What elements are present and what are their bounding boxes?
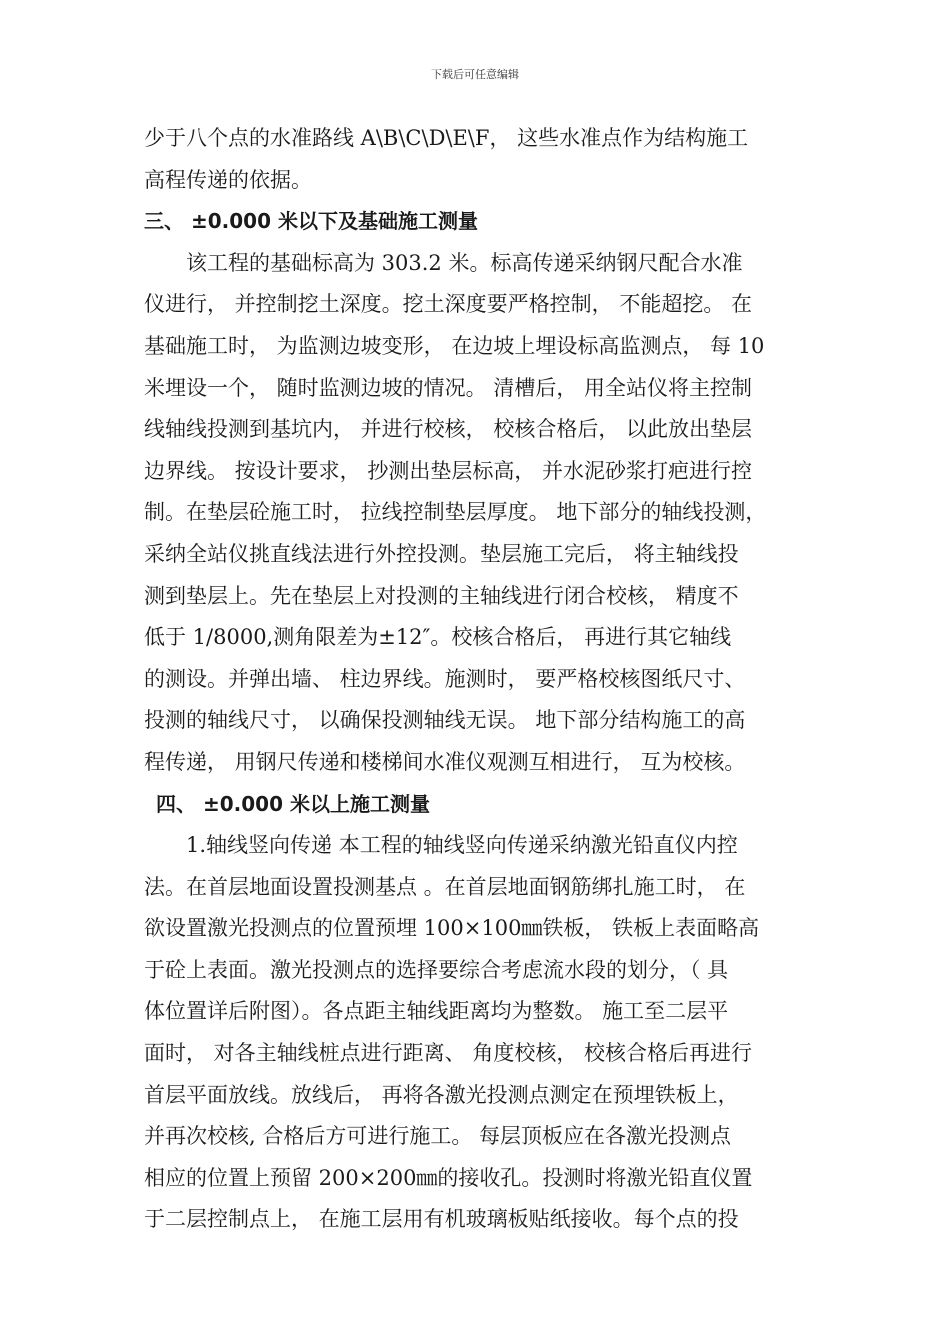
body-line: 少于八个点的水准路线 A\B\C\D\E\F， 这些水准点作为结构施工	[144, 126, 749, 150]
body-line: 该工程的基础标高为 303.2 米。标高传递采纳钢尺配合水准	[144, 250, 743, 275]
body-line: 相应的位置上预留 200×200㎜的接收孔。投测时将激光铅直仪置	[144, 1165, 753, 1190]
body-line: 并再次校核, 合格后方可进行施工。 每层顶板应在各激光投测点	[144, 1124, 732, 1149]
body-line: 低于 1/8000,测角限差为±12″。校核合格后， 再进行其它轴线	[144, 625, 732, 650]
body-line: 边界线。 按设计要求， 抄测出垫层标高， 并水泥砂浆打疤进行控	[144, 458, 753, 483]
body-line: 制。在垫层砼施工时， 拉线控制垫层厚度。 地下部分的轴线投测，	[144, 500, 767, 525]
body-line: 测到垫层上。先在垫层上对投测的主轴线进行闭合校核， 精度不	[144, 583, 739, 608]
body-line: 面时， 对各主轴线桩点进行距离、 角度校核， 校核合格后再进行	[144, 1041, 753, 1066]
body-line: 线轴线投测到基坑内， 并进行校核， 校核合格后， 以此放出垫层	[144, 417, 753, 442]
body-line: 采纳全站仪挑直线法进行外控投测。垫层施工完后， 将主轴线投	[144, 541, 739, 566]
body-line: 于砼上表面。激光投测点的选择要综合考虑流水段的划分，（ 具	[144, 957, 729, 982]
body-line: 的测设。并弹出墙、 柱边界线。施测时， 要严格校核图纸尺寸、	[144, 666, 746, 691]
body-line: 首层平面放线。放线后， 再将各激光投测点测定在预埋铁板上，	[144, 1082, 739, 1107]
body-line: 基础施工时， 为监测边坡变形， 在边坡上埋设标高监测点， 每 10	[144, 333, 765, 358]
section-heading-4: 四、 ±0.000 米以上施工测量	[156, 791, 430, 816]
body-line: 体位置详后附图）。各点距主轴线距离均为整数。 施工至二层平	[144, 999, 729, 1024]
page-header: 下载后可任意编辑	[431, 68, 519, 81]
body-line: 法。在首层地面设置投测基点 。在首层地面钢筋绑扎施工时， 在	[144, 874, 746, 899]
body-line: 1.轴线竖向传递 本工程的轴线竖向传递采纳激光铅直仪内控	[144, 833, 738, 858]
body-line: 于二层控制点上， 在施工层用有机玻璃板贴纸接收。每个点的投	[144, 1207, 739, 1232]
body-line: 仪进行， 并控制挖土深度。挖土深度要严格控制， 不能超挖。 在	[144, 292, 753, 317]
body-line: 程传递， 用钢尺传递和楼梯间水准仪观测互相进行， 互为校核。	[144, 749, 746, 774]
body-line: 投测的轴线尺寸， 以确保投测轴线无误。 地下部分结构施工的高	[144, 708, 746, 733]
body-line: 高程传递的依据。	[144, 167, 312, 192]
body-line: 欲设置激光投测点的位置预埋 100×100㎜铁板， 铁板上表面略高	[144, 916, 760, 941]
document-body	[144, 118, 810, 1241]
section-heading-3: 三、 ±0.000 米以下及基础施工测量	[144, 209, 478, 234]
body-line: 米埋设一个， 随时监测边坡的情况。 清槽后， 用全站仪将主控制	[144, 375, 753, 400]
